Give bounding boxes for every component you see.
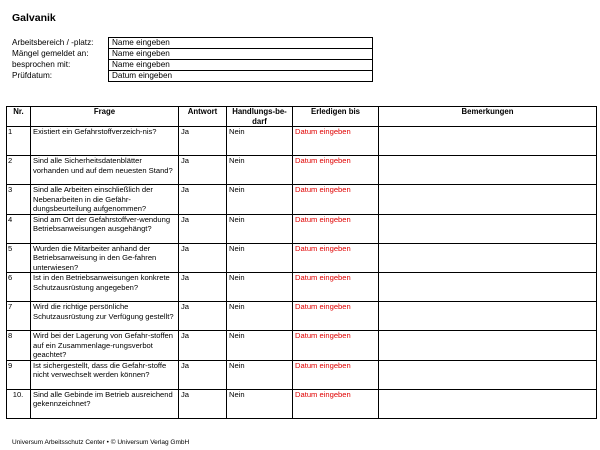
question-text: Wird die richtige persönliche Schutzausrüstung zur Verfügung gestellt? bbox=[31, 302, 179, 331]
remarks-field[interactable] bbox=[379, 214, 597, 243]
row-number: 2 bbox=[7, 156, 31, 185]
remarks-field[interactable] bbox=[379, 360, 597, 389]
table-row bbox=[7, 331, 597, 361]
column-header-nr: Nr. bbox=[7, 107, 31, 127]
column-header-erledigen-bis: Erledigen bis bbox=[293, 107, 379, 127]
row-number: 10. bbox=[7, 389, 31, 418]
answer-field[interactable]: Ja bbox=[179, 331, 227, 361]
besprochen-mit-field[interactable]: Name eingeben bbox=[109, 60, 373, 71]
checklist-table bbox=[6, 106, 597, 419]
answer-field[interactable]: Ja bbox=[179, 156, 227, 185]
action-required-field[interactable]: Nein bbox=[227, 185, 293, 215]
due-date-field[interactable]: Datum eingeben bbox=[293, 243, 379, 273]
table-row bbox=[7, 302, 597, 331]
action-required-field[interactable]: Nein bbox=[227, 156, 293, 185]
answer-field[interactable]: Ja bbox=[179, 243, 227, 273]
question-text: Ist sichergestellt, dass die Gefahr-stoffe nicht verwechselt werden können? bbox=[31, 360, 179, 389]
info-label: Mängel gemeldet an: bbox=[12, 49, 89, 58]
answer-field[interactable]: Ja bbox=[179, 214, 227, 243]
due-date-field[interactable]: Datum eingeben bbox=[293, 156, 379, 185]
remarks-field[interactable] bbox=[379, 185, 597, 215]
info-block bbox=[12, 37, 373, 82]
answer-field[interactable]: Ja bbox=[179, 389, 227, 418]
page-title: Galvanik bbox=[12, 12, 56, 24]
due-date-field[interactable]: Datum eingeben bbox=[293, 214, 379, 243]
question-text: Sind alle Gebinde im Betrieb ausreichend gekennzeichnet? bbox=[31, 389, 179, 418]
row-number: 3 bbox=[7, 185, 31, 215]
due-date-field[interactable]: Datum eingeben bbox=[293, 331, 379, 361]
action-required-field[interactable]: Nein bbox=[227, 243, 293, 273]
action-required-field[interactable]: Nein bbox=[227, 360, 293, 389]
arbeitsbereich-field[interactable]: Name eingeben bbox=[109, 38, 373, 49]
row-number: 4 bbox=[7, 214, 31, 243]
row-number: 1 bbox=[7, 127, 31, 156]
row-number: 5 bbox=[7, 243, 31, 273]
question-text: Wurden die Mitarbeiter anhand der Betriebsanweisung in den Ge-fahren unterwiesen? bbox=[31, 243, 179, 273]
due-date-field[interactable]: Datum eingeben bbox=[293, 360, 379, 389]
remarks-field[interactable] bbox=[379, 156, 597, 185]
question-text: Ist in den Betriebsanweisungen konkrete Schutzausrüstung angegeben? bbox=[31, 273, 179, 302]
answer-field[interactable]: Ja bbox=[179, 302, 227, 331]
info-label: Arbeitsbereich / -platz: bbox=[12, 38, 94, 47]
column-header-antwort: Antwort bbox=[179, 107, 227, 127]
row-number: 8 bbox=[7, 331, 31, 361]
table-row bbox=[7, 273, 597, 302]
answer-field[interactable]: Ja bbox=[179, 185, 227, 215]
due-date-field[interactable]: Datum eingeben bbox=[293, 185, 379, 215]
remarks-field[interactable] bbox=[379, 243, 597, 273]
row-number: 6 bbox=[7, 273, 31, 302]
answer-field[interactable]: Ja bbox=[179, 360, 227, 389]
table-row bbox=[7, 243, 597, 273]
info-row-pruefdatum bbox=[12, 71, 373, 82]
table-header-row bbox=[7, 107, 597, 127]
action-required-field[interactable]: Nein bbox=[227, 214, 293, 243]
remarks-field[interactable] bbox=[379, 331, 597, 361]
column-header-bemerkungen: Bemerkungen bbox=[379, 107, 597, 127]
info-row-besprochen bbox=[12, 60, 373, 71]
column-header-handlungsbedarf: Handlungs-be-darf bbox=[227, 107, 293, 127]
answer-field[interactable]: Ja bbox=[179, 273, 227, 302]
remarks-field[interactable] bbox=[379, 273, 597, 302]
table-row bbox=[7, 214, 597, 243]
action-required-field[interactable]: Nein bbox=[227, 389, 293, 418]
table-row bbox=[7, 389, 597, 418]
table-row bbox=[7, 360, 597, 389]
due-date-field[interactable]: Datum eingeben bbox=[293, 127, 379, 156]
action-required-field[interactable]: Nein bbox=[227, 331, 293, 361]
info-row-maengel bbox=[12, 49, 373, 60]
question-text: Sind alle Sicherheitsdatenblätter vorhanden und auf dem neuesten Stand? bbox=[31, 156, 179, 185]
footer-text: Universum Arbeitsschutz Center • © Universum Verlag GmbH bbox=[12, 439, 190, 446]
info-label: besprochen mit: bbox=[12, 60, 71, 69]
due-date-field[interactable]: Datum eingeben bbox=[293, 273, 379, 302]
action-required-field[interactable]: Nein bbox=[227, 302, 293, 331]
remarks-field[interactable] bbox=[379, 302, 597, 331]
row-number: 9 bbox=[7, 360, 31, 389]
question-text: Sind am Ort der Gefahrstoffver-wendung Betriebsanweisungen ausgehängt? bbox=[31, 214, 179, 243]
table-row bbox=[7, 156, 597, 185]
column-header-frage: Frage bbox=[31, 107, 179, 127]
action-required-field[interactable]: Nein bbox=[227, 127, 293, 156]
answer-field[interactable]: Ja bbox=[179, 127, 227, 156]
info-row-arbeitsbereich bbox=[12, 38, 373, 49]
info-label: Prüfdatum: bbox=[12, 71, 53, 80]
table-row bbox=[7, 127, 597, 156]
row-number: 7 bbox=[7, 302, 31, 331]
table-row bbox=[7, 185, 597, 215]
due-date-field[interactable]: Datum eingeben bbox=[293, 389, 379, 418]
pruefdatum-field[interactable]: Datum eingeben bbox=[109, 71, 373, 82]
action-required-field[interactable]: Nein bbox=[227, 273, 293, 302]
question-text: Sind alle Arbeiten einschließlich der Nebenarbeiten in die Gefähr-dungsbeurteilung aufgenommen? bbox=[31, 185, 179, 215]
remarks-field[interactable] bbox=[379, 127, 597, 156]
due-date-field[interactable]: Datum eingeben bbox=[293, 302, 379, 331]
remarks-field[interactable] bbox=[379, 389, 597, 418]
question-text: Wird bei der Lagerung von Gefahr-stoffen auf ein Zusammenlage-rungsverbot geachtet? bbox=[31, 331, 179, 361]
question-text: Existiert ein Gefahrstoffverzeich-nis? bbox=[31, 127, 179, 156]
maengel-gemeldet-field[interactable]: Name eingeben bbox=[109, 49, 373, 60]
